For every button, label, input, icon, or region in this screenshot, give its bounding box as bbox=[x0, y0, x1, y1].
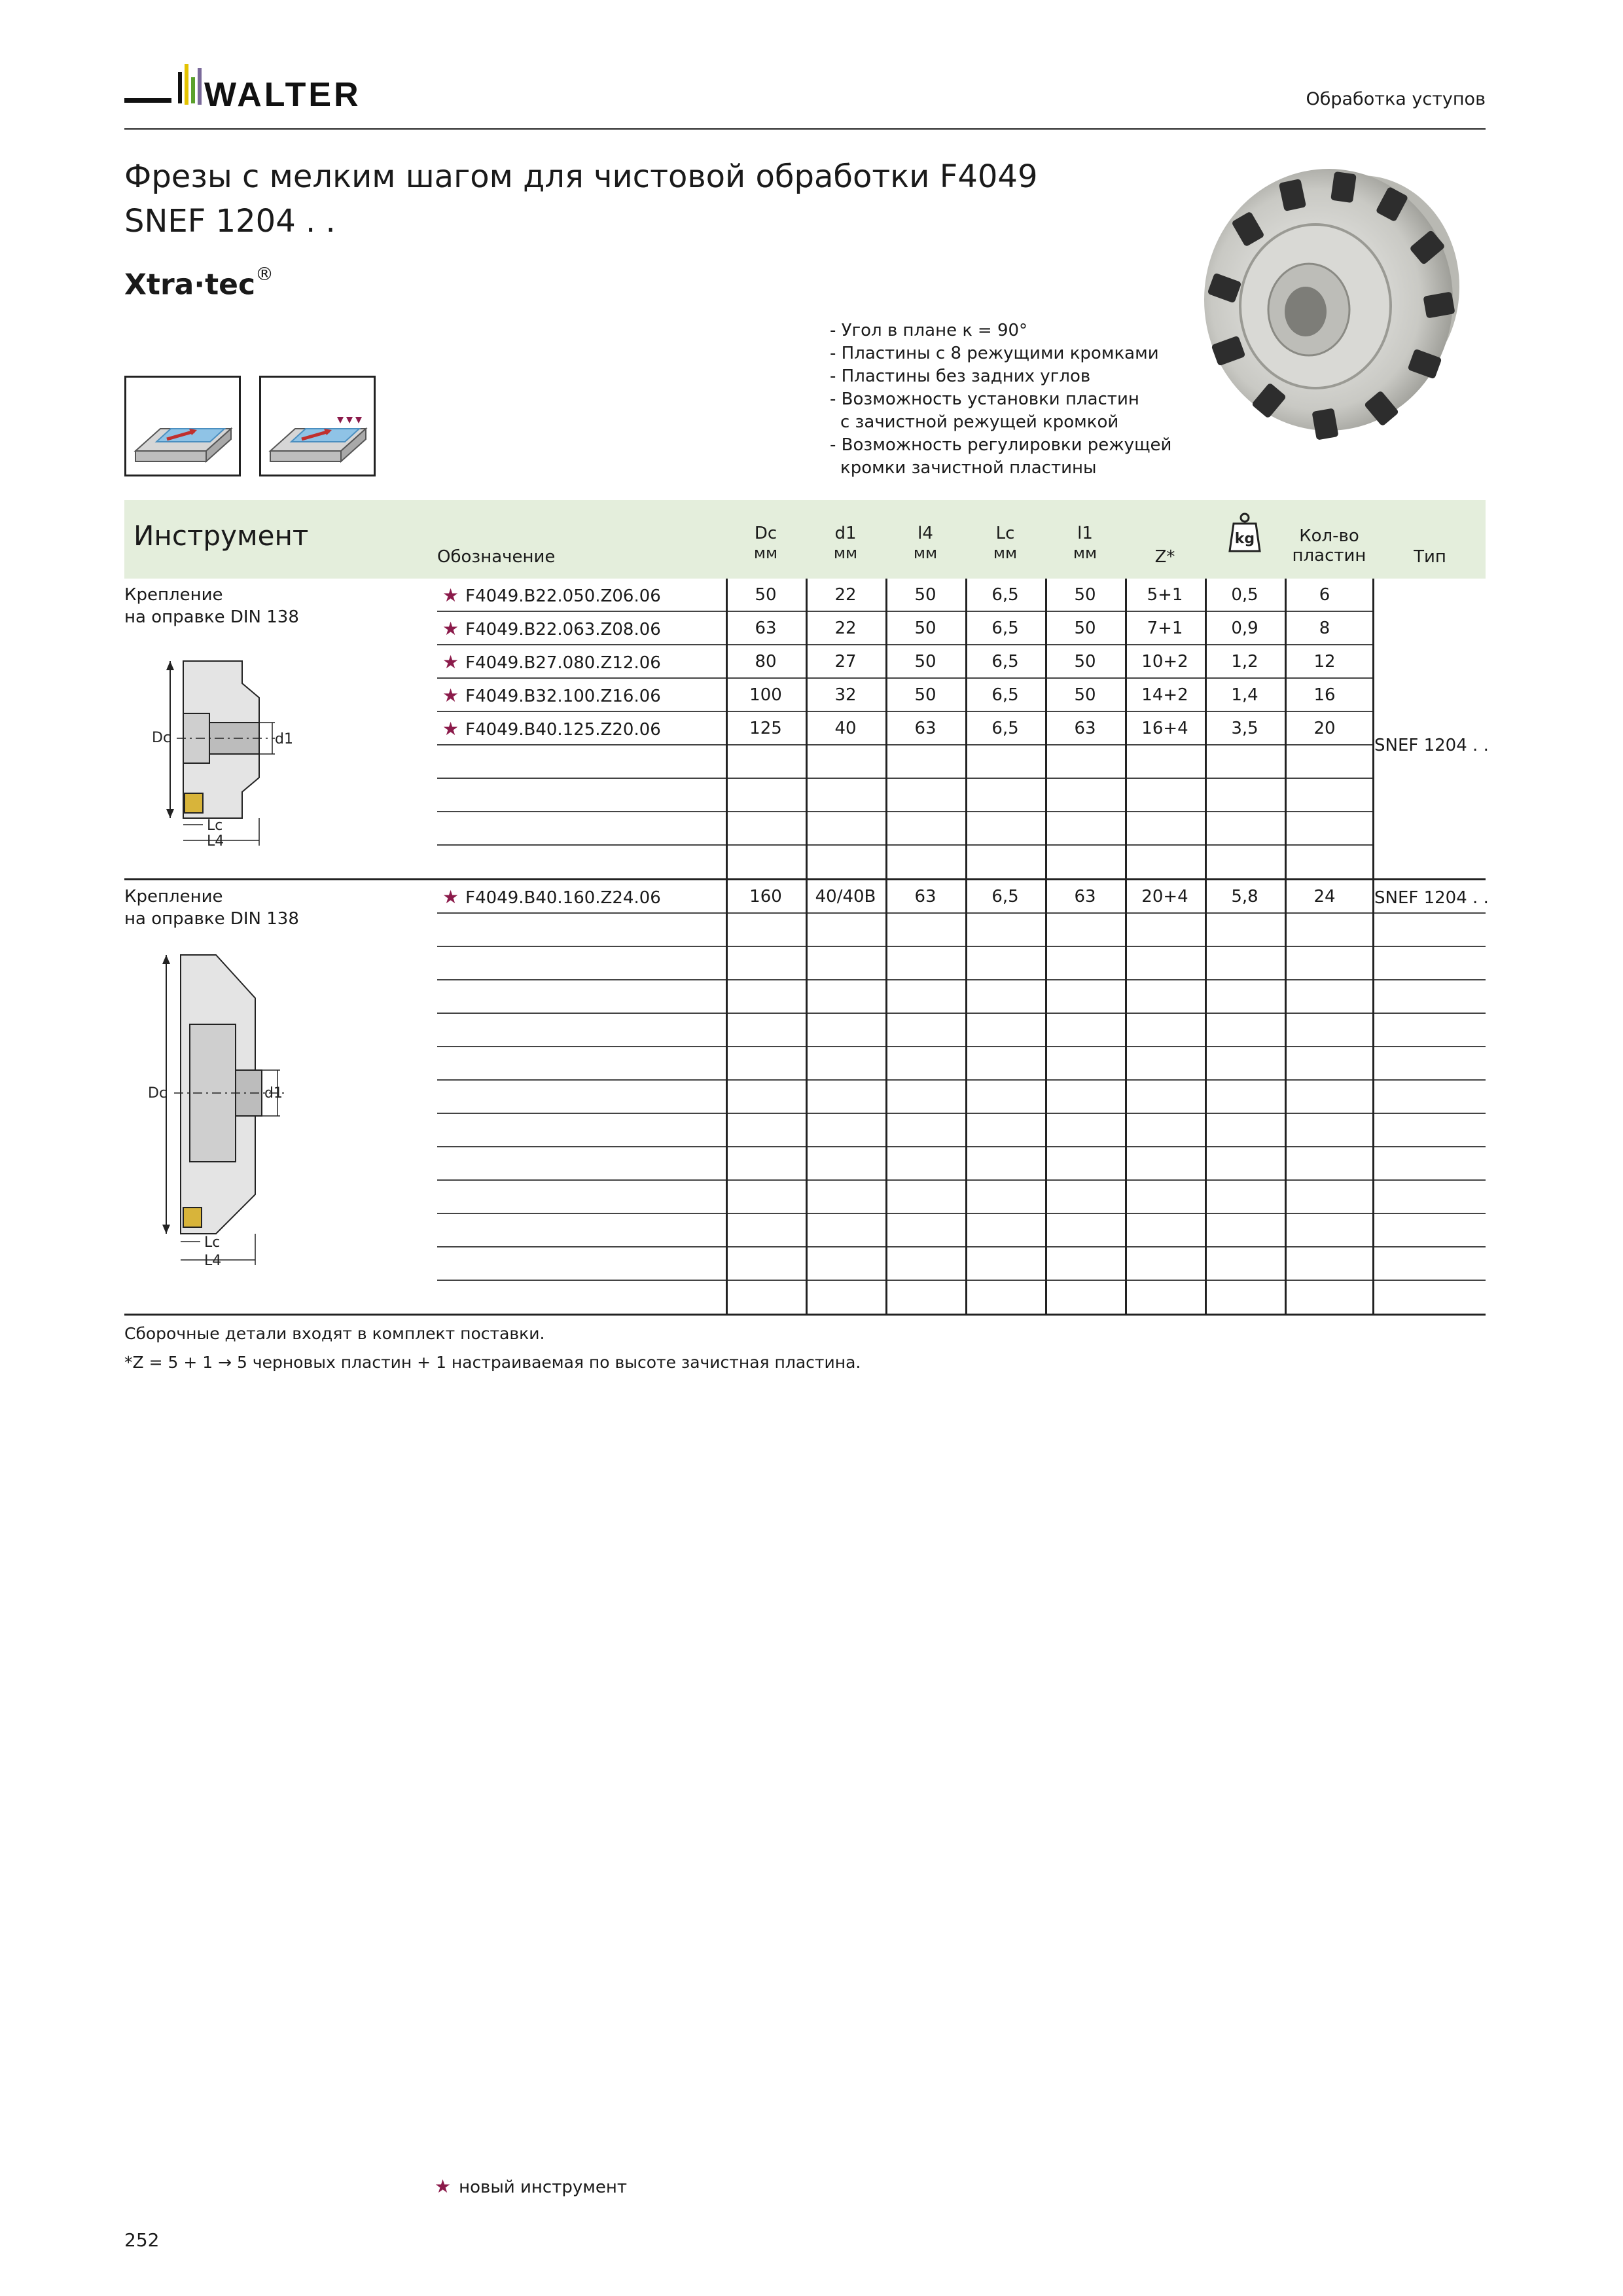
cell-lc: 6,5 bbox=[991, 652, 1019, 672]
cell-l4: 63 bbox=[914, 719, 936, 738]
cell-z: 20+4 bbox=[1141, 887, 1188, 906]
table-row bbox=[124, 980, 1486, 1014]
column-divider bbox=[806, 880, 808, 1316]
type-cell: SNEF 1204 . . bbox=[1374, 736, 1489, 755]
table-row bbox=[124, 1047, 1486, 1081]
designation-cell bbox=[437, 880, 661, 914]
logo-text: WALTER bbox=[204, 76, 361, 114]
page-title bbox=[124, 154, 1038, 243]
legend bbox=[435, 2176, 627, 2197]
table-row bbox=[124, 1214, 1486, 1247]
footnote: Сборочные детали входят в комплект поставки. bbox=[124, 1324, 545, 1343]
mount-label: Крепление на оправке DIN 138 bbox=[124, 887, 299, 929]
brand-text: Xtra·tec bbox=[124, 268, 256, 302]
star-icon: ★ bbox=[442, 584, 459, 606]
type-cell: SNEF 1204 . . bbox=[1374, 888, 1489, 908]
cell-lc: 6,5 bbox=[991, 585, 1019, 605]
designation-cell bbox=[437, 679, 661, 712]
designation-text: F4049.B22.050.Z06.06 bbox=[465, 586, 661, 606]
cell-l4: 63 bbox=[914, 887, 936, 906]
table-row bbox=[124, 846, 1486, 879]
cell-lc: 6,5 bbox=[991, 887, 1019, 906]
title-line-2: SNEF 1204 . . bbox=[124, 203, 336, 240]
cell-qty: 20 bbox=[1313, 719, 1336, 738]
column-divider bbox=[1372, 880, 1374, 1316]
table-header bbox=[124, 500, 1486, 579]
feature-item: - Угол в плане κ = 90° bbox=[830, 321, 1028, 340]
column-divider bbox=[1045, 880, 1047, 1316]
feature-item: с зачистной режущей кромкой bbox=[840, 412, 1119, 432]
star-icon: ★ bbox=[442, 718, 459, 740]
cell-dc: 100 bbox=[749, 685, 782, 705]
cell-kg: 0,9 bbox=[1231, 619, 1258, 638]
cell-d1: 40 bbox=[834, 719, 857, 738]
table-row bbox=[124, 1114, 1486, 1147]
tool-table bbox=[124, 500, 1489, 1316]
cell-l1: 63 bbox=[1074, 719, 1096, 738]
star-icon: ★ bbox=[442, 651, 459, 673]
column-divider bbox=[1125, 880, 1127, 1316]
cell-qty: 6 bbox=[1319, 585, 1330, 605]
cell-dc: 125 bbox=[749, 719, 782, 738]
column-dc: Dc мм bbox=[753, 524, 778, 562]
column-divider bbox=[806, 579, 808, 880]
cell-kg: 1,2 bbox=[1231, 652, 1258, 672]
cell-z: 14+2 bbox=[1141, 685, 1188, 705]
cell-qty: 16 bbox=[1313, 685, 1336, 705]
designation-cell bbox=[437, 645, 661, 679]
table-row bbox=[124, 645, 1486, 679]
brand-mark: ® bbox=[255, 263, 274, 285]
cell-lc: 6,5 bbox=[991, 619, 1019, 638]
cell-d1: 22 bbox=[834, 585, 857, 605]
designation-text: F4049.B22.063.Z08.06 bbox=[465, 620, 661, 639]
shoulder-milling-icon bbox=[124, 376, 241, 476]
cell-kg: 1,4 bbox=[1231, 685, 1258, 705]
table-row bbox=[124, 1014, 1486, 1047]
finishing-milling-icon bbox=[259, 376, 376, 476]
designation-cell bbox=[437, 579, 661, 612]
feature-item: - Пластины с 8 режущими кромками bbox=[830, 344, 1159, 363]
cell-z: 16+4 bbox=[1141, 719, 1188, 738]
feature-item: - Пластины без задних углов bbox=[830, 367, 1091, 386]
cell-qty: 24 bbox=[1313, 887, 1336, 906]
column-divider bbox=[1285, 579, 1287, 880]
column-divider bbox=[1372, 579, 1374, 880]
table-row bbox=[124, 947, 1486, 980]
cell-lc: 6,5 bbox=[991, 719, 1019, 738]
page-number: 252 bbox=[124, 2229, 160, 2251]
section-label: Обработка уступов bbox=[1306, 89, 1486, 109]
cell-d1: 40/40B bbox=[815, 887, 876, 906]
label-lc: Lc bbox=[207, 817, 223, 834]
table-row bbox=[124, 1247, 1486, 1281]
column-divider bbox=[965, 880, 967, 1316]
column-divider bbox=[1205, 880, 1207, 1316]
designation-cell bbox=[437, 712, 661, 745]
cell-l1: 50 bbox=[1074, 685, 1096, 705]
mount-label: Крепление на оправке DIN 138 bbox=[124, 585, 299, 627]
cell-l1: 50 bbox=[1074, 652, 1096, 672]
cell-l1: 50 bbox=[1074, 619, 1096, 638]
table-row bbox=[124, 745, 1486, 779]
table-row bbox=[124, 712, 1486, 745]
column-lc: Lc мм bbox=[993, 524, 1018, 562]
table-row bbox=[124, 679, 1486, 712]
table-row bbox=[124, 579, 1486, 612]
table-group-2 bbox=[124, 880, 1489, 1316]
label-dc: Dc bbox=[152, 730, 171, 746]
table-row bbox=[124, 612, 1486, 645]
table-row bbox=[124, 914, 1486, 947]
feature-item: - Возможность установки пластин bbox=[830, 389, 1139, 409]
table-row bbox=[124, 1281, 1486, 1314]
cell-lc: 6,5 bbox=[991, 685, 1019, 705]
label-l4: L4 bbox=[207, 833, 224, 847]
label-dc: Dc bbox=[148, 1085, 168, 1102]
cell-qty: 8 bbox=[1319, 619, 1330, 638]
brand-name bbox=[124, 263, 274, 302]
feature-item: кромки зачистной пластины bbox=[840, 458, 1097, 478]
cell-dc: 80 bbox=[755, 652, 777, 672]
footnotes bbox=[124, 1319, 861, 1377]
title-line-1: Фрезы с мелким шагом для чистовой обработки F4049 bbox=[124, 158, 1038, 195]
header-divider bbox=[124, 128, 1486, 130]
footnote: *Z = 5 + 1 → 5 черновых пластин + 1 настраиваемая по высоте зачистная пластина. bbox=[124, 1353, 861, 1372]
cell-qty: 12 bbox=[1313, 652, 1336, 672]
star-icon: ★ bbox=[442, 618, 459, 639]
column-divider bbox=[1205, 579, 1207, 880]
column-z: Z* bbox=[1154, 547, 1175, 567]
column-l4: l4 мм bbox=[913, 524, 938, 562]
label-d1: d1 bbox=[264, 1085, 283, 1102]
cell-z: 5+1 bbox=[1147, 585, 1183, 605]
milling-cutter-image bbox=[1198, 156, 1486, 444]
star-icon: ★ bbox=[442, 886, 459, 908]
table-row bbox=[124, 1147, 1486, 1181]
column-divider bbox=[1045, 579, 1047, 880]
cell-l1: 50 bbox=[1074, 585, 1096, 605]
column-divider bbox=[726, 880, 728, 1316]
cell-l4: 50 bbox=[914, 652, 936, 672]
column-divider bbox=[885, 579, 887, 880]
column-divider bbox=[726, 579, 728, 880]
label-lc: Lc bbox=[204, 1234, 221, 1251]
star-icon: ★ bbox=[435, 2176, 452, 2197]
cell-l4: 50 bbox=[914, 685, 936, 705]
weight-icon-label: kg bbox=[1234, 531, 1255, 547]
label-d1: d1 bbox=[275, 731, 293, 747]
table-row bbox=[124, 779, 1486, 812]
cell-l4: 50 bbox=[914, 585, 936, 605]
cell-kg: 5,8 bbox=[1231, 887, 1258, 906]
cell-l4: 50 bbox=[914, 619, 936, 638]
column-divider bbox=[1125, 579, 1127, 880]
column-divider bbox=[965, 579, 967, 880]
feature-list bbox=[830, 319, 1171, 480]
column-type: Тип bbox=[1414, 547, 1446, 567]
designation-text: F4049.B40.160.Z24.06 bbox=[465, 888, 661, 908]
cell-z: 10+2 bbox=[1141, 652, 1188, 672]
table-group-1 bbox=[124, 579, 1489, 880]
cell-z: 7+1 bbox=[1147, 619, 1183, 638]
cell-dc: 50 bbox=[755, 585, 777, 605]
designation-text: F4049.B32.100.Z16.06 bbox=[465, 687, 661, 706]
weight-icon bbox=[1228, 512, 1261, 552]
column-divider bbox=[1285, 880, 1287, 1316]
cell-d1: 32 bbox=[834, 685, 857, 705]
column-quantity: Кол-во пластин bbox=[1292, 526, 1366, 565]
star-icon: ★ bbox=[442, 685, 459, 706]
designation-cell bbox=[437, 612, 661, 645]
column-weight bbox=[1205, 512, 1284, 557]
label-l4: L4 bbox=[204, 1253, 222, 1269]
designation-text: F4049.B40.125.Z20.06 bbox=[465, 720, 661, 740]
table-row bbox=[124, 812, 1486, 846]
table-title: Инструмент bbox=[134, 520, 309, 552]
cell-dc: 160 bbox=[749, 887, 782, 906]
cell-dc: 63 bbox=[755, 619, 777, 638]
column-designation: Обозначение bbox=[437, 547, 556, 567]
cell-kg: 3,5 bbox=[1231, 719, 1258, 738]
feature-item: - Возможность регулировки режущей bbox=[830, 435, 1172, 455]
column-l1: l1 мм bbox=[1073, 524, 1097, 562]
cell-d1: 22 bbox=[834, 619, 857, 638]
table-row bbox=[124, 880, 1486, 914]
cell-l1: 63 bbox=[1074, 887, 1096, 906]
walter-logo bbox=[124, 60, 399, 114]
legend-text: новый инструмент bbox=[459, 2178, 628, 2197]
table-row bbox=[124, 1181, 1486, 1214]
cell-d1: 27 bbox=[834, 652, 857, 672]
table-row bbox=[124, 1081, 1486, 1114]
designation-text: F4049.B27.080.Z12.06 bbox=[465, 653, 661, 673]
column-d1: d1 мм bbox=[833, 524, 858, 562]
cell-kg: 0,5 bbox=[1231, 585, 1258, 605]
column-divider bbox=[885, 880, 887, 1316]
